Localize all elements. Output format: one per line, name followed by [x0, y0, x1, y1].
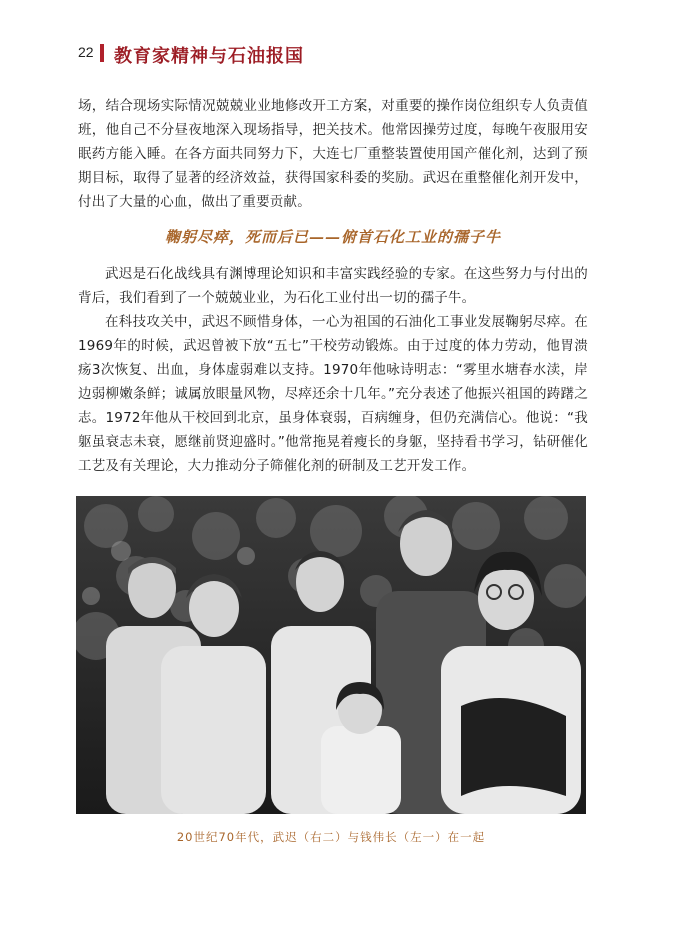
- group-photo-illustration: [76, 496, 586, 814]
- group-photo: [76, 496, 586, 814]
- section-paragraph-1: 武迟是石化战线具有渊博理论知识和丰富实践经验的专家。在这些努力与付出的背后，我们看到了一个兢兢业业，为石化工业付出一切的孺子牛。: [78, 266, 588, 306]
- photo-caption: 20世纪70年代，武迟（右二）与钱伟长（左一）在一起: [176, 830, 486, 844]
- page-header: [56, 40, 636, 70]
- book-title: 教育家精神与石油报国: [114, 46, 304, 67]
- intro-paragraph-block: [78, 94, 588, 214]
- section-body: [78, 262, 588, 478]
- intro-paragraph: 场，结合现场实际情况兢兢业业地修改开工方案，对重要的操作岗位组织专人负责值班，他自己不分昼夜地深入现场指导，把关技术。他常因操劳过度，每晚午夜服用安眠药方能入睡。在各方面共同努力下，大连七厂重整装置使用国产催化剂，达到了预期目标，取得了显著的经济效益，获得国家科委的奖励。武迟在重整催化剂开发中，付出了大量的心血，做出了重要贡献。: [78, 98, 588, 210]
- section-paragraph-2: 在科技攻关中，武迟不顾惜身体，一心为祖国的石油化工事业发展鞠躬尽瘁。在1969年的时候，武迟曾被下放“五七”干校劳动锻炼。由于过度的体力劳动，他胃溃疡3次恢复、出血，身体虚弱难以支持。1970年他咏诗明志：“雾里水塘春水渎，岸边弱柳嫩条鲜；诚属放眼量风物，尽瘁还余十几年。”充分表述了他振兴祖国的踌躇之志。1972年他从干校回到北京，虽身体衰弱，百病缠身，但仍充满信心。他说：“我躯虽衰志未衰，愿继前贤迎盛时。”他常拖晃着瘦长的身躯，坚持看书学习，钻研催化工艺及有关理论，大力推动分子筛催化剂的研制及工艺开发工作。: [78, 314, 588, 474]
- page-number: 22: [78, 44, 94, 60]
- section-heading: 鞠躬尽瘁，死而后已——俯首石化工业的孺子牛: [164, 228, 501, 246]
- header-divider: [100, 44, 104, 62]
